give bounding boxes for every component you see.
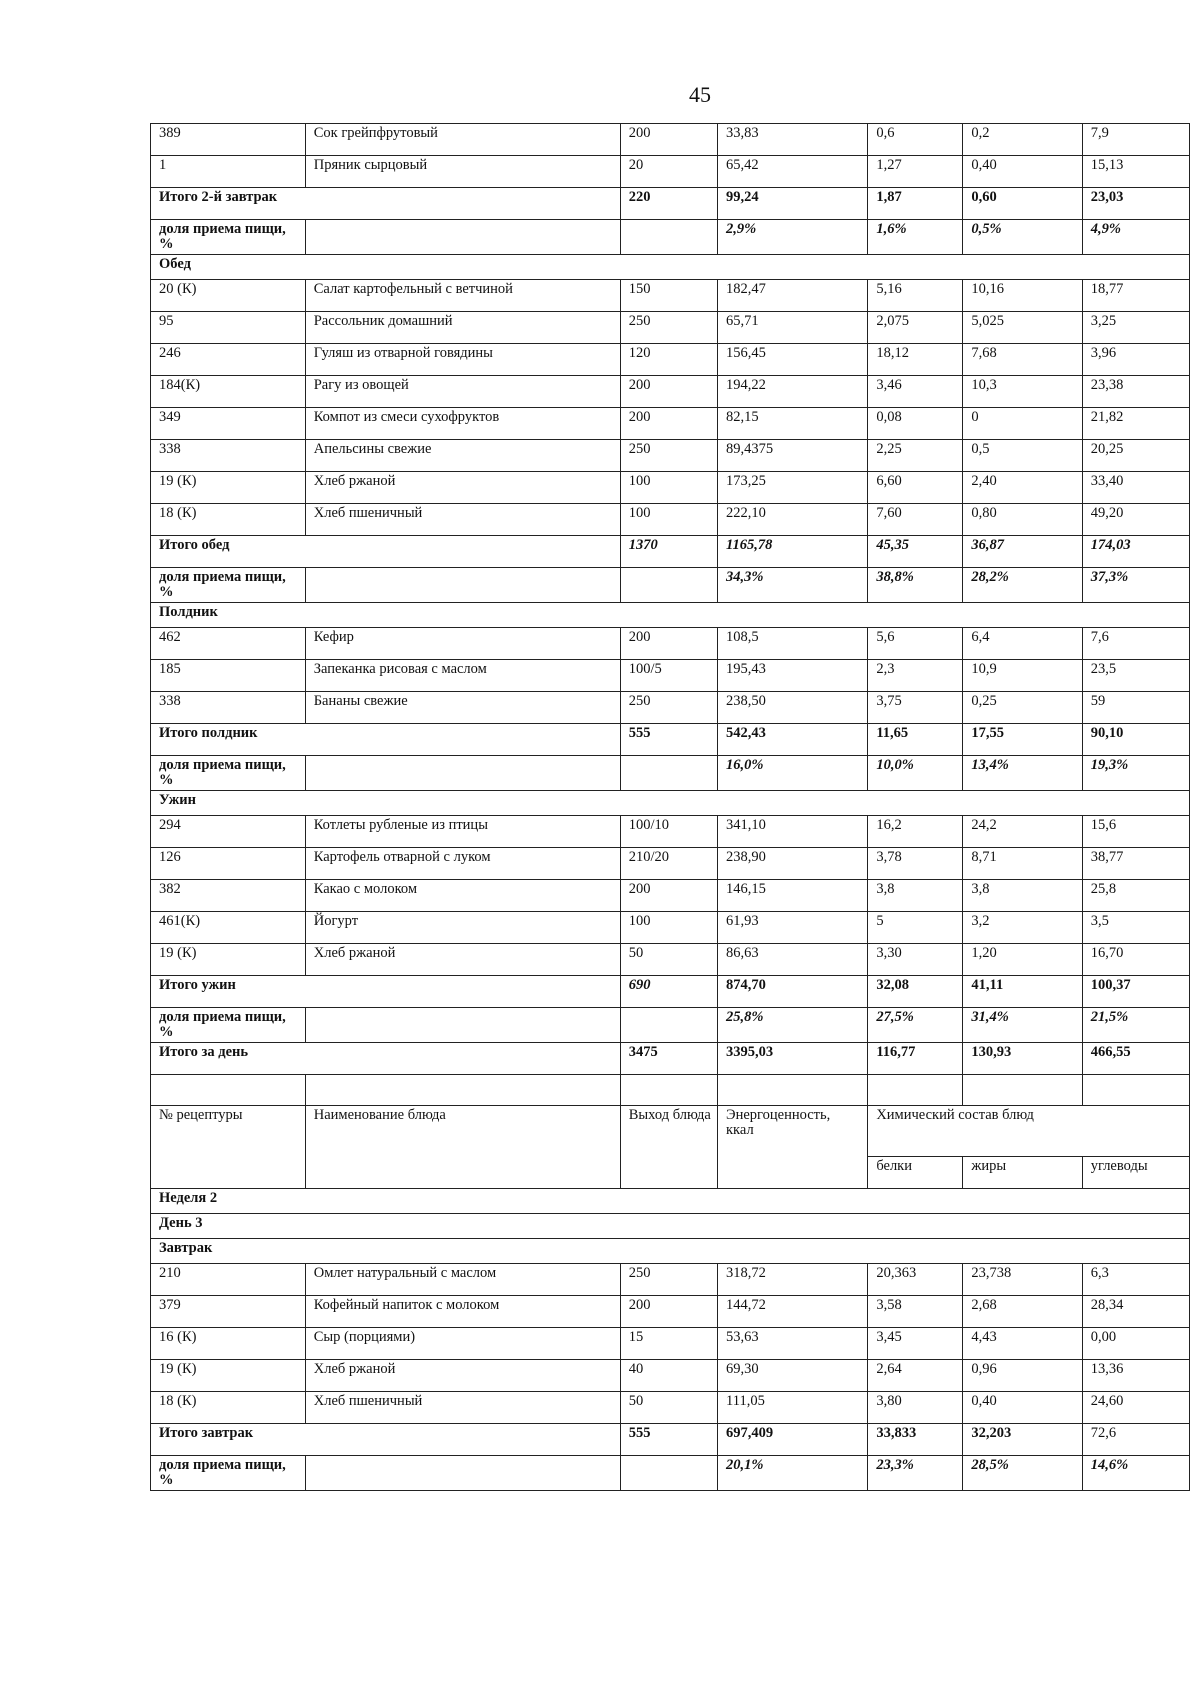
recipe-number: 95 bbox=[151, 312, 306, 344]
dish-row bbox=[151, 692, 1190, 724]
recipe-number: 246 bbox=[151, 344, 306, 376]
fat-value: 0,25 bbox=[963, 692, 1082, 724]
protein-value: 3,45 bbox=[868, 1328, 963, 1360]
total-carbs: 466,55 bbox=[1082, 1043, 1189, 1075]
energy-value: 61,93 bbox=[718, 912, 868, 944]
recipe-number: 462 bbox=[151, 628, 306, 660]
dish-yield: 250 bbox=[620, 440, 717, 472]
total-row bbox=[151, 188, 1190, 220]
dish-name: Кофейный напиток с молоком bbox=[305, 1296, 620, 1328]
dish-name: Кефир bbox=[305, 628, 620, 660]
recipe-number: 379 bbox=[151, 1296, 306, 1328]
energy-value: 53,63 bbox=[718, 1328, 868, 1360]
dish-row bbox=[151, 1328, 1190, 1360]
carbs-value: 3,25 bbox=[1082, 312, 1189, 344]
share-label: доля приема пищи, % bbox=[151, 220, 306, 255]
dish-yield: 250 bbox=[620, 692, 717, 724]
protein-value: 5 bbox=[868, 912, 963, 944]
empty-cell bbox=[718, 1075, 868, 1106]
recipe-number: 19 (К) bbox=[151, 472, 306, 504]
share-fat: 31,4% bbox=[963, 1008, 1082, 1043]
section-title: Завтрак bbox=[151, 1239, 1190, 1264]
total-energy: 1165,78 bbox=[718, 536, 868, 568]
total-label: Итого обед bbox=[151, 536, 621, 568]
share-label: доля приема пищи, % bbox=[151, 1456, 306, 1491]
carbs-value: 15,13 bbox=[1082, 156, 1189, 188]
protein-value: 3,46 bbox=[868, 376, 963, 408]
dish-name: Омлет натуральный с маслом bbox=[305, 1264, 620, 1296]
share-protein: 10,0% bbox=[868, 756, 963, 791]
energy-value: 238,90 bbox=[718, 848, 868, 880]
menu-table bbox=[150, 123, 1190, 1491]
section-heading bbox=[151, 603, 1190, 628]
share-protein: 27,5% bbox=[868, 1008, 963, 1043]
dish-row bbox=[151, 344, 1190, 376]
section-heading bbox=[151, 255, 1190, 280]
carbs-value: 7,9 bbox=[1082, 124, 1189, 156]
protein-value: 7,60 bbox=[868, 504, 963, 536]
share-fat: 13,4% bbox=[963, 756, 1082, 791]
carbs-value: 38,77 bbox=[1082, 848, 1189, 880]
carbs-value: 25,8 bbox=[1082, 880, 1189, 912]
total-fat: 32,203 bbox=[963, 1424, 1082, 1456]
total-row bbox=[151, 1424, 1190, 1456]
dish-row bbox=[151, 880, 1190, 912]
share-yield-empty bbox=[620, 568, 717, 603]
total-carbs: 100,37 bbox=[1082, 976, 1189, 1008]
share-empty bbox=[305, 220, 620, 255]
recipe-number: 461(К) bbox=[151, 912, 306, 944]
carbs-value: 3,5 bbox=[1082, 912, 1189, 944]
total-fat: 41,11 bbox=[963, 976, 1082, 1008]
total-row bbox=[151, 536, 1190, 568]
carbs-value: 16,70 bbox=[1082, 944, 1189, 976]
total-fat: 36,87 bbox=[963, 536, 1082, 568]
carbs-value: 7,6 bbox=[1082, 628, 1189, 660]
empty-cell bbox=[305, 1075, 620, 1106]
total-energy: 99,24 bbox=[718, 188, 868, 220]
energy-value: 195,43 bbox=[718, 660, 868, 692]
protein-value: 5,16 bbox=[868, 280, 963, 312]
dish-yield: 50 bbox=[620, 1392, 717, 1424]
fat-value: 10,16 bbox=[963, 280, 1082, 312]
dish-name: Хлеб пшеничный bbox=[305, 1392, 620, 1424]
dish-yield: 200 bbox=[620, 124, 717, 156]
column-header-row bbox=[151, 1106, 1190, 1157]
recipe-number: 349 bbox=[151, 408, 306, 440]
energy-value: 238,50 bbox=[718, 692, 868, 724]
total-label: Итого завтрак bbox=[151, 1424, 621, 1456]
recipe-number: 16 (К) bbox=[151, 1328, 306, 1360]
share-label: доля приема пищи, % bbox=[151, 568, 306, 603]
dish-yield: 15 bbox=[620, 1328, 717, 1360]
dish-yield: 100/10 bbox=[620, 816, 717, 848]
total-protein: 1,87 bbox=[868, 188, 963, 220]
energy-value: 69,30 bbox=[718, 1360, 868, 1392]
dish-name: Хлеб пшеничный bbox=[305, 504, 620, 536]
dish-yield: 100 bbox=[620, 912, 717, 944]
total-yield: 3475 bbox=[620, 1043, 717, 1075]
energy-value: 341,10 bbox=[718, 816, 868, 848]
total-yield: 1370 bbox=[620, 536, 717, 568]
dish-name: Сыр (порциями) bbox=[305, 1328, 620, 1360]
energy-value: 111,05 bbox=[718, 1392, 868, 1424]
energy-value: 182,47 bbox=[718, 280, 868, 312]
fat-value: 10,3 bbox=[963, 376, 1082, 408]
dish-row bbox=[151, 472, 1190, 504]
total-label: Итого полдник bbox=[151, 724, 621, 756]
share-energy: 20,1% bbox=[718, 1456, 868, 1491]
total-label: Итого за день bbox=[151, 1043, 621, 1075]
share-empty bbox=[305, 1008, 620, 1043]
protein-value: 2,075 bbox=[868, 312, 963, 344]
header-carbs: углеводы bbox=[1082, 1157, 1189, 1189]
dish-yield: 120 bbox=[620, 344, 717, 376]
recipe-number: 18 (К) bbox=[151, 1392, 306, 1424]
dish-yield: 50 bbox=[620, 944, 717, 976]
recipe-number: 19 (К) bbox=[151, 1360, 306, 1392]
total-protein: 32,08 bbox=[868, 976, 963, 1008]
protein-value: 18,12 bbox=[868, 344, 963, 376]
fat-value: 8,71 bbox=[963, 848, 1082, 880]
share-energy: 34,3% bbox=[718, 568, 868, 603]
empty-cell bbox=[963, 1075, 1082, 1106]
fat-value: 0,96 bbox=[963, 1360, 1082, 1392]
energy-value: 318,72 bbox=[718, 1264, 868, 1296]
dish-row bbox=[151, 912, 1190, 944]
section-title: Полдник bbox=[151, 603, 1190, 628]
carbs-value: 21,82 bbox=[1082, 408, 1189, 440]
header-dish-name: Наименование блюда bbox=[305, 1106, 620, 1189]
dish-yield: 100/5 bbox=[620, 660, 717, 692]
fat-value: 0 bbox=[963, 408, 1082, 440]
fat-value: 0,80 bbox=[963, 504, 1082, 536]
section-heading bbox=[151, 791, 1190, 816]
share-yield-empty bbox=[620, 1008, 717, 1043]
total-energy: 697,409 bbox=[718, 1424, 868, 1456]
dish-yield: 200 bbox=[620, 880, 717, 912]
empty-row bbox=[151, 1075, 1190, 1106]
total-carbs: 23,03 bbox=[1082, 188, 1189, 220]
dish-name: Гуляш из отварной говядины bbox=[305, 344, 620, 376]
protein-value: 3,58 bbox=[868, 1296, 963, 1328]
energy-value: 108,5 bbox=[718, 628, 868, 660]
protein-value: 3,80 bbox=[868, 1392, 963, 1424]
dish-yield: 40 bbox=[620, 1360, 717, 1392]
total-protein: 116,77 bbox=[868, 1043, 963, 1075]
dish-name: Какао с молоком bbox=[305, 880, 620, 912]
energy-value: 33,83 bbox=[718, 124, 868, 156]
section-heading bbox=[151, 1214, 1190, 1239]
dish-name: Йогурт bbox=[305, 912, 620, 944]
share-energy: 25,8% bbox=[718, 1008, 868, 1043]
total-fat: 0,60 bbox=[963, 188, 1082, 220]
fat-value: 0,40 bbox=[963, 156, 1082, 188]
share-row bbox=[151, 756, 1190, 791]
dish-yield: 200 bbox=[620, 376, 717, 408]
share-fat: 28,2% bbox=[963, 568, 1082, 603]
total-energy: 542,43 bbox=[718, 724, 868, 756]
protein-value: 3,78 bbox=[868, 848, 963, 880]
carbs-value: 15,6 bbox=[1082, 816, 1189, 848]
recipe-number: 18 (К) bbox=[151, 504, 306, 536]
total-protein: 45,35 bbox=[868, 536, 963, 568]
dish-row bbox=[151, 816, 1190, 848]
recipe-number: 184(К) bbox=[151, 376, 306, 408]
fat-value: 3,2 bbox=[963, 912, 1082, 944]
fat-value: 7,68 bbox=[963, 344, 1082, 376]
dish-name: Бананы свежие bbox=[305, 692, 620, 724]
energy-value: 156,45 bbox=[718, 344, 868, 376]
dish-yield: 250 bbox=[620, 312, 717, 344]
recipe-number: 210 bbox=[151, 1264, 306, 1296]
dish-yield: 100 bbox=[620, 504, 717, 536]
total-fat: 17,55 bbox=[963, 724, 1082, 756]
carbs-value: 20,25 bbox=[1082, 440, 1189, 472]
fat-value: 24,2 bbox=[963, 816, 1082, 848]
dish-yield: 150 bbox=[620, 280, 717, 312]
share-carbs: 21,5% bbox=[1082, 1008, 1189, 1043]
total-yield: 690 bbox=[620, 976, 717, 1008]
energy-value: 173,25 bbox=[718, 472, 868, 504]
recipe-number: 1 bbox=[151, 156, 306, 188]
header-chemical-composition: Химический состав блюд bbox=[868, 1106, 1190, 1157]
dish-row bbox=[151, 628, 1190, 660]
dish-yield: 250 bbox=[620, 1264, 717, 1296]
protein-value: 6,60 bbox=[868, 472, 963, 504]
total-energy: 874,70 bbox=[718, 976, 868, 1008]
section-title: День 3 bbox=[151, 1214, 1190, 1239]
recipe-number: 338 bbox=[151, 692, 306, 724]
total-carbs: 72,6 bbox=[1082, 1424, 1189, 1456]
dish-name: Картофель отварной с луком bbox=[305, 848, 620, 880]
dish-name: Котлеты рубленые из птицы bbox=[305, 816, 620, 848]
total-yield: 555 bbox=[620, 1424, 717, 1456]
recipe-number: 19 (К) bbox=[151, 944, 306, 976]
carbs-value: 49,20 bbox=[1082, 504, 1189, 536]
dish-row bbox=[151, 1264, 1190, 1296]
carbs-value: 59 bbox=[1082, 692, 1189, 724]
share-row bbox=[151, 1008, 1190, 1043]
fat-value: 0,40 bbox=[963, 1392, 1082, 1424]
empty-cell bbox=[1082, 1075, 1189, 1106]
energy-value: 86,63 bbox=[718, 944, 868, 976]
section-title: Неделя 2 bbox=[151, 1189, 1190, 1214]
dish-row bbox=[151, 1296, 1190, 1328]
share-fat: 0,5% bbox=[963, 220, 1082, 255]
dish-row bbox=[151, 408, 1190, 440]
recipe-number: 185 bbox=[151, 660, 306, 692]
dish-name: Рассольник домашний bbox=[305, 312, 620, 344]
share-yield-empty bbox=[620, 220, 717, 255]
dish-yield: 200 bbox=[620, 1296, 717, 1328]
energy-value: 65,71 bbox=[718, 312, 868, 344]
share-empty bbox=[305, 568, 620, 603]
total-row bbox=[151, 1043, 1190, 1075]
share-row bbox=[151, 220, 1190, 255]
empty-cell bbox=[620, 1075, 717, 1106]
protein-value: 16,2 bbox=[868, 816, 963, 848]
share-row bbox=[151, 1456, 1190, 1491]
fat-value: 4,43 bbox=[963, 1328, 1082, 1360]
share-row bbox=[151, 568, 1190, 603]
share-label: доля приема пищи, % bbox=[151, 756, 306, 791]
section-title: Ужин bbox=[151, 791, 1190, 816]
fat-value: 0,2 bbox=[963, 124, 1082, 156]
energy-value: 89,4375 bbox=[718, 440, 868, 472]
share-carbs: 37,3% bbox=[1082, 568, 1189, 603]
share-carbs: 19,3% bbox=[1082, 756, 1189, 791]
header-protein: белки bbox=[868, 1157, 963, 1189]
carbs-value: 24,60 bbox=[1082, 1392, 1189, 1424]
dish-name: Хлеб ржаной bbox=[305, 1360, 620, 1392]
header-fat: жиры bbox=[963, 1157, 1082, 1189]
protein-value: 2,64 bbox=[868, 1360, 963, 1392]
dish-yield: 210/20 bbox=[620, 848, 717, 880]
recipe-number: 389 bbox=[151, 124, 306, 156]
protein-value: 3,75 bbox=[868, 692, 963, 724]
dish-name: Хлеб ржаной bbox=[305, 944, 620, 976]
protein-value: 3,30 bbox=[868, 944, 963, 976]
protein-value: 1,27 bbox=[868, 156, 963, 188]
share-protein: 38,8% bbox=[868, 568, 963, 603]
energy-value: 194,22 bbox=[718, 376, 868, 408]
dish-row bbox=[151, 660, 1190, 692]
share-fat: 28,5% bbox=[963, 1456, 1082, 1491]
share-energy: 2,9% bbox=[718, 220, 868, 255]
dish-yield: 20 bbox=[620, 156, 717, 188]
dish-row bbox=[151, 848, 1190, 880]
dish-name: Сок грейпфрутовый bbox=[305, 124, 620, 156]
section-heading bbox=[151, 1239, 1190, 1264]
dish-name: Пряник сырцовый bbox=[305, 156, 620, 188]
energy-value: 65,42 bbox=[718, 156, 868, 188]
fat-value: 1,20 bbox=[963, 944, 1082, 976]
protein-value: 20,363 bbox=[868, 1264, 963, 1296]
header-recipe-number: № рецептуры bbox=[151, 1106, 306, 1189]
share-protein: 23,3% bbox=[868, 1456, 963, 1491]
carbs-value: 13,36 bbox=[1082, 1360, 1189, 1392]
recipe-number: 338 bbox=[151, 440, 306, 472]
dish-row bbox=[151, 944, 1190, 976]
total-fat: 130,93 bbox=[963, 1043, 1082, 1075]
section-heading bbox=[151, 1189, 1190, 1214]
dish-name: Компот из смеси сухофруктов bbox=[305, 408, 620, 440]
share-carbs: 14,6% bbox=[1082, 1456, 1189, 1491]
dish-yield: 200 bbox=[620, 628, 717, 660]
share-carbs: 4,9% bbox=[1082, 220, 1189, 255]
dish-row bbox=[151, 156, 1190, 188]
fat-value: 6,4 bbox=[963, 628, 1082, 660]
share-yield-empty bbox=[620, 756, 717, 791]
recipe-number: 294 bbox=[151, 816, 306, 848]
total-yield: 555 bbox=[620, 724, 717, 756]
carbs-value: 3,96 bbox=[1082, 344, 1189, 376]
carbs-value: 0,00 bbox=[1082, 1328, 1189, 1360]
recipe-number: 382 bbox=[151, 880, 306, 912]
protein-value: 2,3 bbox=[868, 660, 963, 692]
share-label: доля приема пищи, % bbox=[151, 1008, 306, 1043]
fat-value: 10,9 bbox=[963, 660, 1082, 692]
total-carbs: 174,03 bbox=[1082, 536, 1189, 568]
dish-row bbox=[151, 1360, 1190, 1392]
energy-value: 222,10 bbox=[718, 504, 868, 536]
fat-value: 2,40 bbox=[963, 472, 1082, 504]
header-energy: Энергоценность, ккал bbox=[718, 1106, 868, 1189]
fat-value: 23,738 bbox=[963, 1264, 1082, 1296]
dish-name: Салат картофельный с ветчиной bbox=[305, 280, 620, 312]
carbs-value: 23,5 bbox=[1082, 660, 1189, 692]
total-row bbox=[151, 976, 1190, 1008]
total-label: Итого ужин bbox=[151, 976, 621, 1008]
fat-value: 5,025 bbox=[963, 312, 1082, 344]
dish-row bbox=[151, 280, 1190, 312]
dish-row bbox=[151, 124, 1190, 156]
share-empty bbox=[305, 1456, 620, 1491]
page-number: 45 bbox=[689, 82, 711, 107]
fat-value: 2,68 bbox=[963, 1296, 1082, 1328]
carbs-value: 33,40 bbox=[1082, 472, 1189, 504]
carbs-value: 6,3 bbox=[1082, 1264, 1189, 1296]
share-empty bbox=[305, 756, 620, 791]
dish-yield: 200 bbox=[620, 408, 717, 440]
total-row bbox=[151, 724, 1190, 756]
dish-row bbox=[151, 504, 1190, 536]
dish-name: Рагу из овощей bbox=[305, 376, 620, 408]
protein-value: 2,25 bbox=[868, 440, 963, 472]
total-carbs: 90,10 bbox=[1082, 724, 1189, 756]
share-protein: 1,6% bbox=[868, 220, 963, 255]
recipe-number: 126 bbox=[151, 848, 306, 880]
total-yield: 220 bbox=[620, 188, 717, 220]
total-protein: 33,833 bbox=[868, 1424, 963, 1456]
dish-yield: 100 bbox=[620, 472, 717, 504]
carbs-value: 28,34 bbox=[1082, 1296, 1189, 1328]
energy-value: 82,15 bbox=[718, 408, 868, 440]
carbs-value: 18,77 bbox=[1082, 280, 1189, 312]
section-title: Обед bbox=[151, 255, 1190, 280]
energy-value: 146,15 bbox=[718, 880, 868, 912]
share-yield-empty bbox=[620, 1456, 717, 1491]
protein-value: 0,08 bbox=[868, 408, 963, 440]
dish-row bbox=[151, 1392, 1190, 1424]
share-energy: 16,0% bbox=[718, 756, 868, 791]
header-yield: Выход блюда bbox=[620, 1106, 717, 1189]
dish-name: Запеканка рисовая с маслом bbox=[305, 660, 620, 692]
carbs-value: 23,38 bbox=[1082, 376, 1189, 408]
protein-value: 3,8 bbox=[868, 880, 963, 912]
energy-value: 144,72 bbox=[718, 1296, 868, 1328]
dish-row bbox=[151, 376, 1190, 408]
total-label: Итого 2-й завтрак bbox=[151, 188, 621, 220]
empty-cell bbox=[151, 1075, 306, 1106]
total-energy: 3395,03 bbox=[718, 1043, 868, 1075]
protein-value: 0,6 bbox=[868, 124, 963, 156]
dish-row bbox=[151, 312, 1190, 344]
dish-name: Хлеб ржаной bbox=[305, 472, 620, 504]
protein-value: 5,6 bbox=[868, 628, 963, 660]
total-protein: 11,65 bbox=[868, 724, 963, 756]
dish-name: Апельсины свежие bbox=[305, 440, 620, 472]
dish-row bbox=[151, 440, 1190, 472]
fat-value: 0,5 bbox=[963, 440, 1082, 472]
fat-value: 3,8 bbox=[963, 880, 1082, 912]
empty-cell bbox=[868, 1075, 963, 1106]
recipe-number: 20 (К) bbox=[151, 280, 306, 312]
